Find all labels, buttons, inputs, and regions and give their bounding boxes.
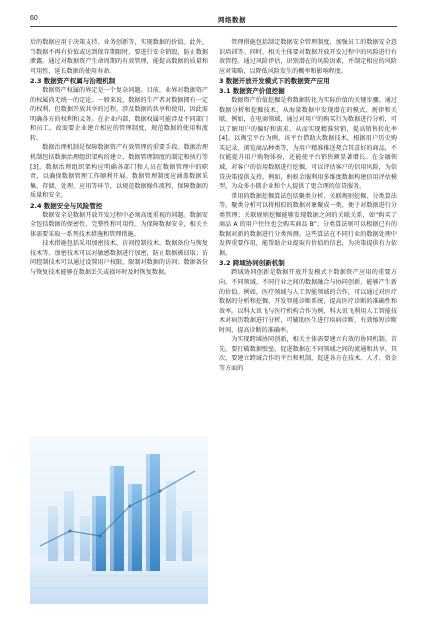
section-heading: 2.3 数据资产权属与治理机制 — [30, 77, 116, 86]
header-rule — [30, 26, 397, 27]
body-paragraph: 管理措施包括制定数据安全管理制度、加强员工的数据安全意识培训等。同时，相关主体要对数据开放开发过程中的风险进行有效管控。通过风险评估，识别潜在的风险因素，并制定相应的风险应对策略，以降低风险发生的概率和影响程度。 — [219, 39, 397, 75]
bar-graph-illustration — [30, 436, 208, 604]
body-paragraph: 数据治理机制是保障数据资产有效管理的重要手段。数据治理机制包括数据治理组织架构的建立、数据管理制度的制定和执行等[3]。数据治理组织架构应明确各部门和人员在数据管理中的职责，以确保数据管理工作顺利开展。数据管理制度应涵盖数据采集、存储、处理、应用等环节，以规范数据操作流程，保障数据的质量和安全。 — [30, 144, 208, 200]
body-paragraph: 跨域协同创新是数据开放开发模式下数据资产应用的重要方向。不同领域、不同行业之间的数据融合与协同创新，能够产生新的价值。例如，医疗领域与人工智能领域的合作，可以通过对医疗数据的分析和挖掘，开发智能诊断系统，提高医疗诊断的准确性和效率。以科大讯飞与医疗机构合作为例，科大讯飞利用人工智能技术对病历数据进行分析，可辅助医生进行疾病诊断，有效缩短诊断时间，提高诊断的准确率。 — [219, 269, 397, 334]
illustration-graphic — [30, 436, 208, 604]
page-number: 60 — [30, 15, 38, 22]
body-paragraph: 数据资产权属的界定是一个复杂问题。目前，业界对数据资产的权属尚无统一的定论。一般来说，数据的生产者对数据拥有一定的权利，但数据开放共享的过程，涉及数据的共享和使用，因此需明确各方的权利和义务。在企业内部，数据权属可能涉及不同部门和员工，故需要企业建立相应的管理制度，规范数据的使用和流转。 — [30, 87, 208, 142]
section-heading: 3.2 跨域协同创新机制 — [219, 259, 285, 268]
left-column — [30, 38, 208, 278]
body-paragraph: 数据资产价值挖掘是将数据转化为实际价值的关键步骤。通过数据分析和挖掘技术，从海量数据中发现潜在的模式、规律和关联。例如，在电商领域，通过对用户的购买行为数据进行分析，可以了解用户的偏好和需求，从而实现精准营销，提高销售转化率[4]。以淘宝平台为例，该平台借助大数据技术，根据用户历史购买记录、浏览商品种类等，为用户精准推送契合其喜好的商品，不仅能提升用户购物体验，还能使平台销售额显著增长。在金融领域，对客户的信用数据进行挖掘，可以评估客户的信用风险，为信贷决策提供支持。例如，蚂蚁金服利用多维度数据构建信用评估模型，为众多小微企业和个人提供了更合理的信贷服务。 — [219, 97, 397, 191]
right-column — [219, 38, 397, 374]
body-paragraph: 为实现跨域协同创新，相关主体需要建立有效的协同机制。首先，要打破数据壁垒，促进数据在不同领域之间的流通和共享。其次，要建立跨域合作的平台和机制，促进各方在技术、人才、资金等方面的 — [219, 336, 397, 372]
journal-name: 网络数据 — [218, 16, 246, 24]
page-header — [30, 15, 397, 29]
body-paragraph: 数据安全是数据开放开发过程中必须高度重视的问题。数据安全包括数据的保密性、完整性和可用性。为保障数据安全，相关主体需要采取一系列技术措施和管理措施。 — [30, 211, 208, 238]
section-heading: 2.4 数据安全与风险管控 — [30, 201, 103, 210]
body-paragraph: 后的数据应用于决策支持、业务创新等，实现数据的价值。此外，当数据不再有价值或达到保存期限时，要进行安全销毁，防止数据泄露。通过对数据资产生命周期的有效管理，能提高数据的质量和可用性，延长数据的使用寿命。 — [30, 39, 208, 75]
body-paragraph: 技术措施包括采用加密技术、访问控制技术、数据备份与恢复技术等。加密技术可以对敏感数据进行加密，防止数据被窃取；访问控制技术可以通过设置用户权限，限制对数据的访问；数据备份与恢复技术能够在数据丢失或损坏时及时恢复数据。 — [30, 240, 208, 277]
body-paragraph: 常用的数据挖掘算法包括聚类分析、关联规则挖掘、分类算法等。聚类分析可以将相似的数据对象聚成一类，便于对数据进行分类管理；关联规则挖掘能够发现数据之间的关联关系，如“购买了商品 A 的用户往往也会购买商品 B”；分类算法则可以根据已有的数据对新的数据进行分类预测。这些算法在不同行业的数据处理中发挥重要作用，能帮助企业提取有价值的信息，为决策提供有力依据。 — [219, 192, 397, 257]
section-heading: 3.1 数据资产价值挖掘 — [219, 87, 285, 96]
section-heading: 3 数据开放开发模式下的数据资产应用 — [219, 77, 330, 86]
